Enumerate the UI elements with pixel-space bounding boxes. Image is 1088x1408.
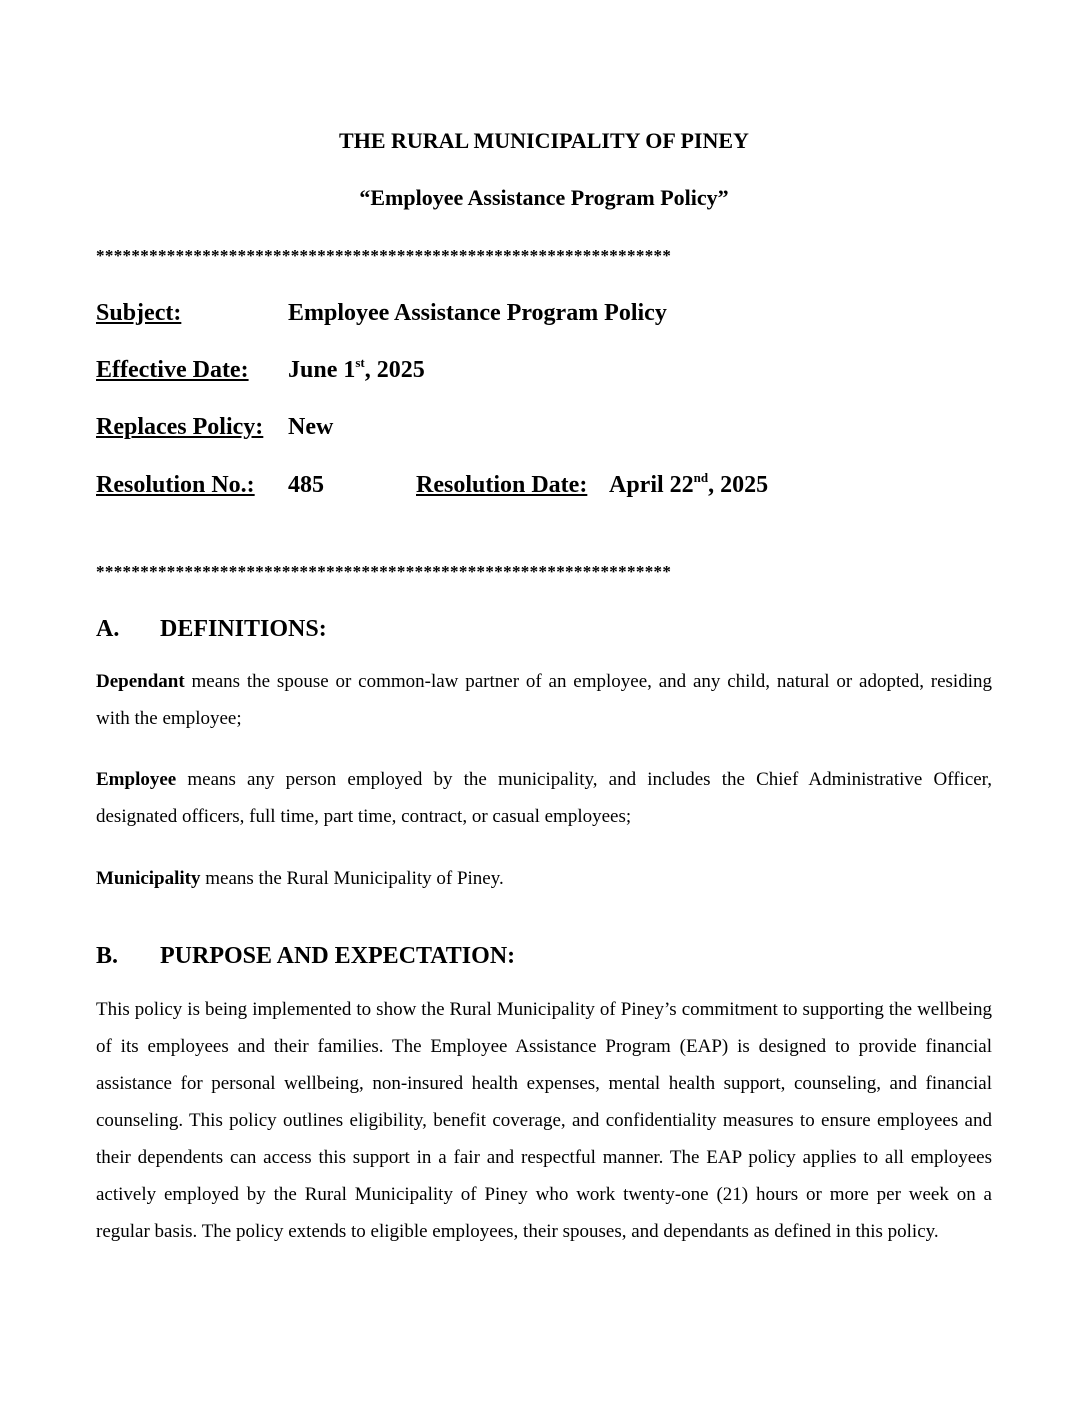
definition-text: means any person employed by the municipality, and includes the Chief Administrative Officer, designated officers, full time, part time, contract, or casual employees;	[96, 769, 992, 827]
policy-title: “Employee Assistance Program Policy”	[359, 185, 729, 210]
resolution-date-value	[609, 472, 768, 499]
subject-value: Employee Assistance Program Policy	[288, 300, 667, 326]
resolution-date-sup: nd	[693, 470, 709, 485]
definition-term: Employee	[96, 769, 177, 790]
effective-date-tail: , 2025	[364, 357, 425, 383]
definition-dependant	[96, 663, 992, 737]
section-a-title: DEFINITIONS:	[160, 616, 327, 642]
purpose-paragraph: This policy is being implemented to show the Rural Municipality of Piney’s commitment to supporting the wellbeing of its employees and their families. The Employee Assistance Program (EAP) is designed to provide financial assistance for personal wellbeing, non-insured health expenses, mental health support, counseling, and financial counseling. This policy outlines eligibility, benefit coverage, and confidentiality measures to ensure employees and their dependents can access this support in a fair and respectful manner. The EAP policy applies to all employees actively employed by the Rural Municipality of Piney who work twenty-one (21) hours or more per week on a regular basis. The policy extends to eligible employees, their spouses, and dependants as defined in this policy.	[96, 999, 992, 1242]
definition-term: Dependant	[96, 671, 185, 692]
resolution-no-value: 485	[288, 472, 324, 498]
effective-date-sup: st	[355, 355, 365, 370]
section-b-letter: B.	[96, 943, 119, 969]
org-title: THE RURAL MUNICIPALITY OF PINEY	[339, 128, 749, 153]
definition-employee	[96, 761, 992, 835]
replaces-policy-value: New	[288, 414, 334, 440]
resolution-date-tail: , 2025	[708, 472, 769, 498]
effective-date-value	[288, 357, 425, 384]
effective-date-label: Effective Date:	[96, 357, 249, 383]
subject-label: Subject:	[96, 300, 182, 326]
effective-date-main: June 1	[288, 357, 356, 383]
section-a-heading	[96, 616, 327, 643]
section-b-heading	[96, 943, 515, 970]
resolution-date-main: April 22	[609, 472, 694, 498]
definition-municipality	[96, 860, 992, 897]
replaces-policy-label: Replaces Policy:	[96, 414, 264, 440]
section-b-title: PURPOSE AND EXPECTATION:	[160, 943, 516, 969]
separator-bottom: *****************************************************************	[96, 562, 672, 581]
section-a-letter: A.	[96, 616, 120, 642]
resolution-date-label: Resolution Date:	[416, 472, 588, 498]
definition-text: means the spouse or common-law partner of an employee, and any child, natural or adopted, residing with the employee;	[96, 671, 992, 729]
definition-term: Municipality	[96, 868, 201, 889]
resolution-no-label: Resolution No.:	[96, 472, 255, 498]
separator-top: *****************************************************************	[96, 246, 672, 265]
definition-text: means the Rural Municipality of Piney.	[200, 868, 504, 889]
